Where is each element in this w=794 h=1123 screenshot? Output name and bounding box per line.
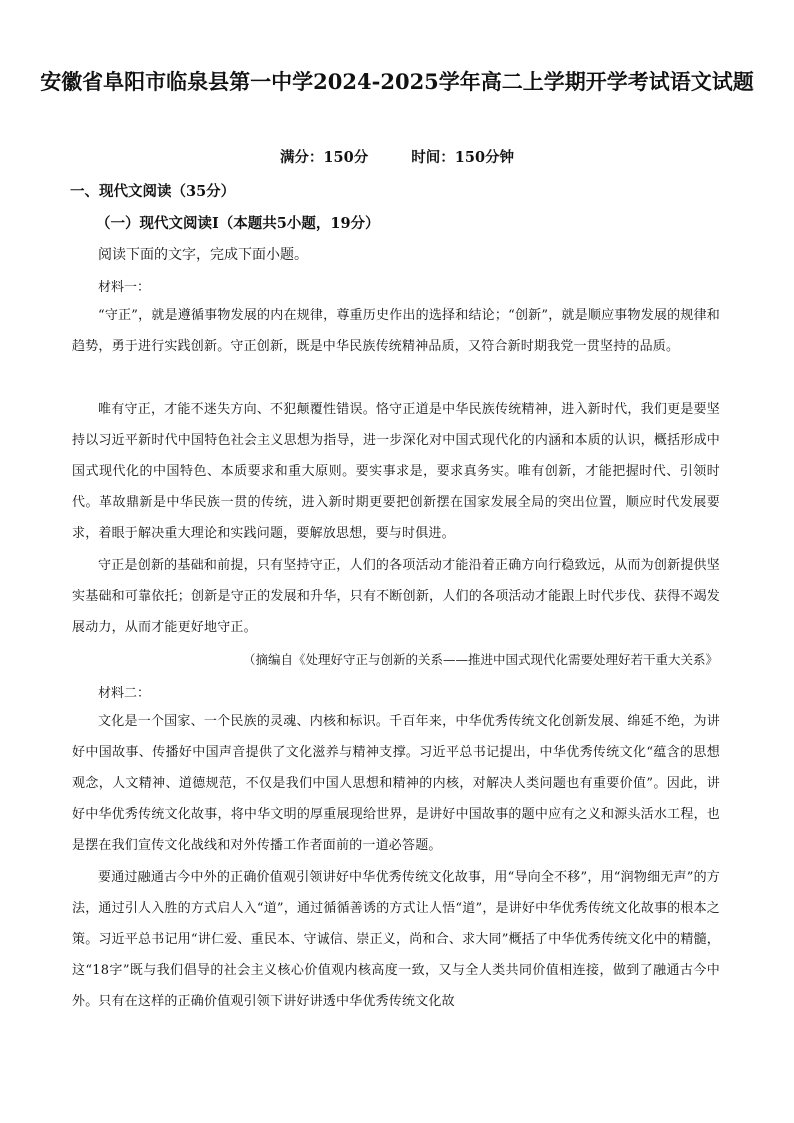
time-limit: 时间：150分钟 xyxy=(411,149,515,166)
material-2-paragraph-1: 文化是一个国家、一个民族的灵魂、内核和标识。千百年来，中华优秀传统文化创新发展、绵延不绝，为讲好中国故事、传播好中国声音提供了文化滋养与精神支撑。习近平总书记提出，中华优秀传统文化“蕴含的思想观念，人文精神、道德规范，不仅是我们中国人思想和精神的内核，对解决人类问题也有重要价值”。因此，讲好中华优秀传统文化故事，将中华文明的厚重展现给世界，是讲好中国故事的题中应有之义和源头活水工程，也是摆在我们宣传文化战线和对外传播工作者面前的一道必答题。 xyxy=(72,714,720,853)
exam-meta xyxy=(0,146,794,167)
material-1-paragraph-1: “守正”，就是遵循事物发展的内在规律，尊重历史作出的选择和结论；“创新”，就是顺应事物发展的规律和趋势，勇于进行实践创新。守正创新，既是中华民族传统精神品质，又符合新时期我党一贯坚持的品质。 xyxy=(72,308,720,354)
material-1-paragraph-2: 唯有守正，才能不迷失方向、不犯颠覆性错误。恪守正道是中华民族传统精神，进入新时代，我们更是要坚持以习近平新时代中国特色社会主义思想为指导，进一步深化对中国式现代化的内涵和本质的认识，概括形成中国式现代化的中国特色、本质要求和重大原则。要实事求是，要求真务实。唯有创新，才能把握时代、引领时代。革故鼎新是中华民族一贯的传统，进入新时期更要把创新摆在国家发展全局的突出位置，顺应时代发展要求，着眼于解决重大理论和实践问题，要解放思想，要与时俱进。 xyxy=(72,402,720,541)
material-2-label: 材料二： xyxy=(98,686,151,701)
material-1-source: （摘编自《处理好守正与创新的关系——推进中国式现代化需要处理好若干重大关系》 xyxy=(242,652,718,667)
subsection-heading: （一）现代文阅读Ⅰ（本题共5小题，19分） xyxy=(96,215,380,232)
section-heading: 一、现代文阅读（35分） xyxy=(70,183,236,200)
material-2-paragraph-2: 要通过融通古今中外的正确价值观引领讲好中华优秀传统文化故事，用“导向全不移”，用“润物细无声”的方法，通过引人入胜的方式启人入“道”，通过循循善诱的方式让人悟“道”，是讲好中华优秀传统文化故事的根本之策。习近平总书记用“讲仁爱、重民本、守诚信、崇正义，尚和合、求大同”概括了中华优秀传统文化中的精髓，这“18字”既与我们倡导的社会主义核心价值观内核高度一致，又与全人类共同价值相连接，做到了融通古今中外。只有在这样的正确价值观引领下讲好讲透中华优秀传统文化故 xyxy=(72,870,720,1009)
material-1-paragraph-3: 守正是创新的基础和前提，只有坚持守正，人们的各项活动才能沿着正确方向行稳致远，从而为创新提供坚实基础和可靠依托；创新是守正的发展和升华，只有不断创新，人们的各项活动才能跟上时代步伐、获得不竭发展动力，从而才能更好地守正。 xyxy=(72,558,720,635)
material-1-label: 材料一： xyxy=(98,280,151,295)
reading-instruction: 阅读下面的文字，完成下面小题。 xyxy=(98,247,308,263)
exam-title: 安徽省阜阳市临泉县第一中学2024-2025学年高二上学期开学考试语文试题 xyxy=(40,69,754,94)
full-score: 满分：150分 xyxy=(279,149,369,166)
